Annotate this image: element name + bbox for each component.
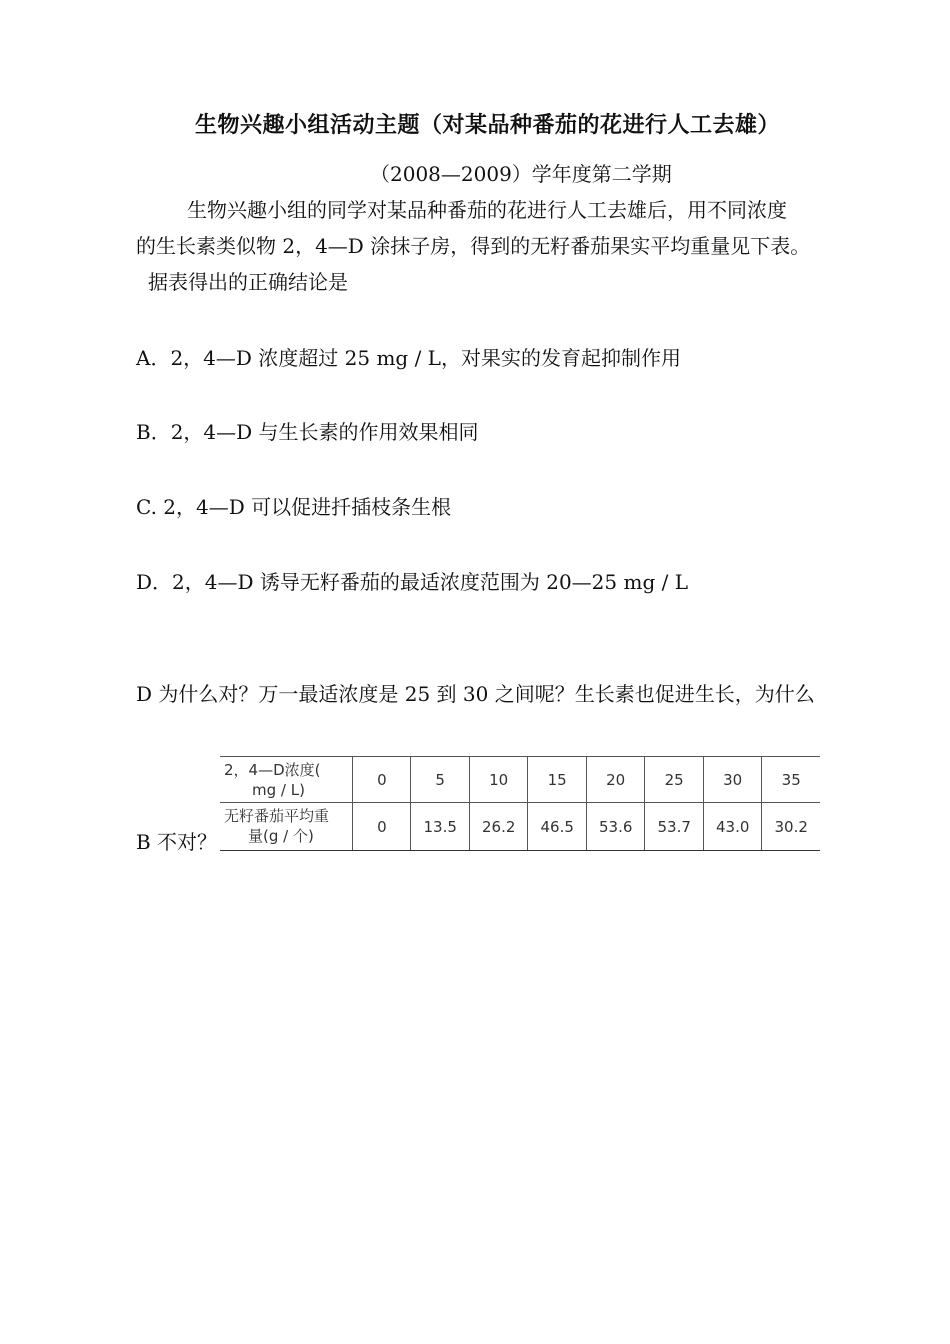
table-cell: 10 [469, 757, 528, 803]
intro-line-3: 据表得出的正确结论是 [148, 270, 348, 294]
option-b: B．2，4—D 与生长素的作用效果相同 [136, 420, 479, 444]
row-header-weight-line-1: 无籽番茄平均重 [224, 807, 330, 825]
table-row-weight [220, 803, 820, 851]
row-header-concentration [220, 757, 353, 803]
row-header-weight [220, 803, 353, 851]
intro-line-1: 生物兴趣小组的同学对某品种番茄的花进行人工去雄后，用不同浓度 [187, 198, 787, 222]
row-header-weight-line-2: 量(g / 个) [248, 827, 314, 845]
table-cell: 35 [762, 757, 820, 803]
row-header-concentration-line-1: 2，4—D浓度( [224, 760, 321, 779]
table-cell: 53.6 [586, 803, 645, 851]
table-row-concentration [220, 757, 820, 803]
table-cell: 25 [645, 757, 704, 803]
table-cell: 43.0 [703, 803, 762, 851]
table-cell: 5 [411, 757, 470, 803]
table-cell: 26.2 [469, 803, 528, 851]
document-title: 生物兴趣小组活动主题（对某品种番茄的花进行人工去雄） [195, 112, 781, 138]
option-d: D．2，4—D 诱导无籽番茄的最适浓度范围为 20—25 mg / L [136, 570, 688, 594]
table-cell: 15 [528, 757, 587, 803]
table-cell: 13.5 [411, 803, 470, 851]
table-cell: 0 [353, 803, 411, 851]
question-line-1: D 为什么对？万一最适浓度是 25 到 30 之间呢？生长素也促进生长，为什么 [136, 682, 815, 706]
option-c: C. 2，4—D 可以促进扦插枝条生根 [136, 495, 452, 519]
table-cell: 46.5 [528, 803, 587, 851]
question-line-2: B 不对？ [136, 830, 218, 854]
intro-line-2: 的生长素类似物 2，4—D 涂抹子房，得到的无籽番茄果实平均重量见下表。 [136, 234, 811, 258]
row-header-concentration-line-2: mg / L) [252, 780, 305, 799]
table-cell: 30 [703, 757, 762, 803]
option-a: A．2，4—D 浓度超过 25 mg / L，对果实的发育起抑制作用 [136, 346, 681, 370]
document-subtitle: （2008—2009）学年度第二学期 [370, 162, 672, 186]
table-cell: 0 [353, 757, 411, 803]
table-cell: 20 [586, 757, 645, 803]
table-cell: 30.2 [762, 803, 820, 851]
table-cell: 53.7 [645, 803, 704, 851]
data-table [220, 756, 820, 851]
